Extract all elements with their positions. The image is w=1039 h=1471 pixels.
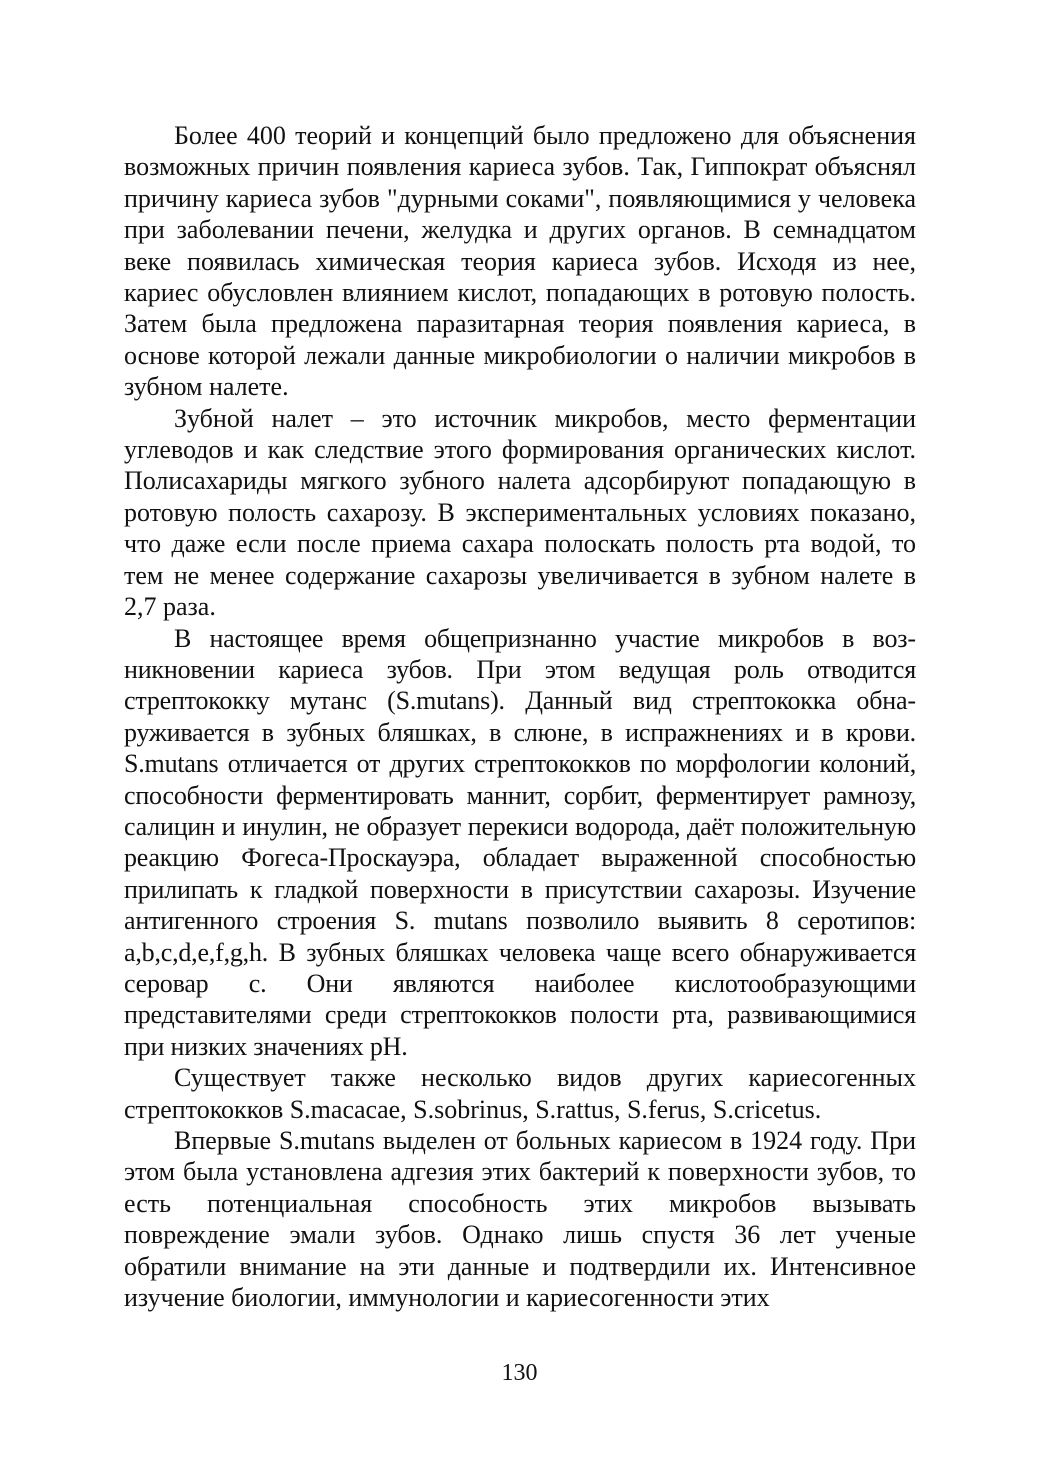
page-body	[124, 120, 916, 1313]
paragraph-1: Более 400 теорий и концепций было предложено для объяснения возможных причин появления кариеса зубов. Так, Гиппократ объяснял причину кариеса зубов "дурными соками", появляющимися у человека при заболевании печени, желудка и других органов. В семнадцатом веке появилась химическая теория кариеса зубов. Исходя из нее, кариес обусловлен влиянием кислот, попадающих в ротовую полость. Затем была предложена паразитарная теория появления кариеса, в основе которой лежали данные микробиологии о наличии микробов в зубном налете.	[124, 121, 916, 402]
paragraph-5: Впервые S.mutans выделен от больных кариесом в 1924 году. При этом была установлена адгезия этих бактерий к поверхности зубов, то есть потенциальная способность этих микробов вызывать повреждение эмали зубов. Однако лишь спустя 36 лет ученые обратили внимание на эти данные и подтвердили их. Интенсивное изучение биологии, иммунологии и кариесогенности этих	[124, 1126, 916, 1313]
paragraph-4: Существует также несколько видов других кариесогенных стрептококков S.macacae, S.sobrinus, S.rattus, S.ferus, S.cricetus.	[124, 1063, 916, 1124]
page-number: 130	[501, 1360, 538, 1386]
paragraph-3: В настоящее время общепризнанно участие микробов в возникновении кариеса зубов. При этом ведущая роль отводится стрептококку мутанс (S.mutans). Данный вид стрептококка обнаруживается в зубных бляшках, в слюне, в испражнениях и в крови. S.mutans отличается от других стрептококков по морфологии колоний, способности ферментировать маннит, сорбит, ферментирует рамнозу, салицин и инулин, не образует перекиси водорода, даёт положительную реакцию Фогеса-Проскауэра, обладает выраженной способностью прилипать к гладкой поверхности в присутствии сахарозы. Изучение антигенного строения S. mutans позволило выявить 8 серотипов: a,b,c,d,e,f,g,h. В зубных бляшках человека чаще всего обнаруживается серовар с. Они являются наиболее кислотообразующими представителями среди стрептококков полости рта, развивающимися при низких значениях pH.	[124, 623, 916, 1061]
paragraph-2: Зубной налет – это источник микробов, место ферментации углеводов и как следствие этого формирования органических кислот. Полисахариды мягкого зубного налета адсорбируют попадающую в ротовую полость сахарозу. В экспериментальных условиях показано, что даже если после приема сахара полоскать полость рта водой, то тем не менее содержание сахарозы увеличивается в зубном налете в 2,7 раза.	[124, 403, 916, 622]
